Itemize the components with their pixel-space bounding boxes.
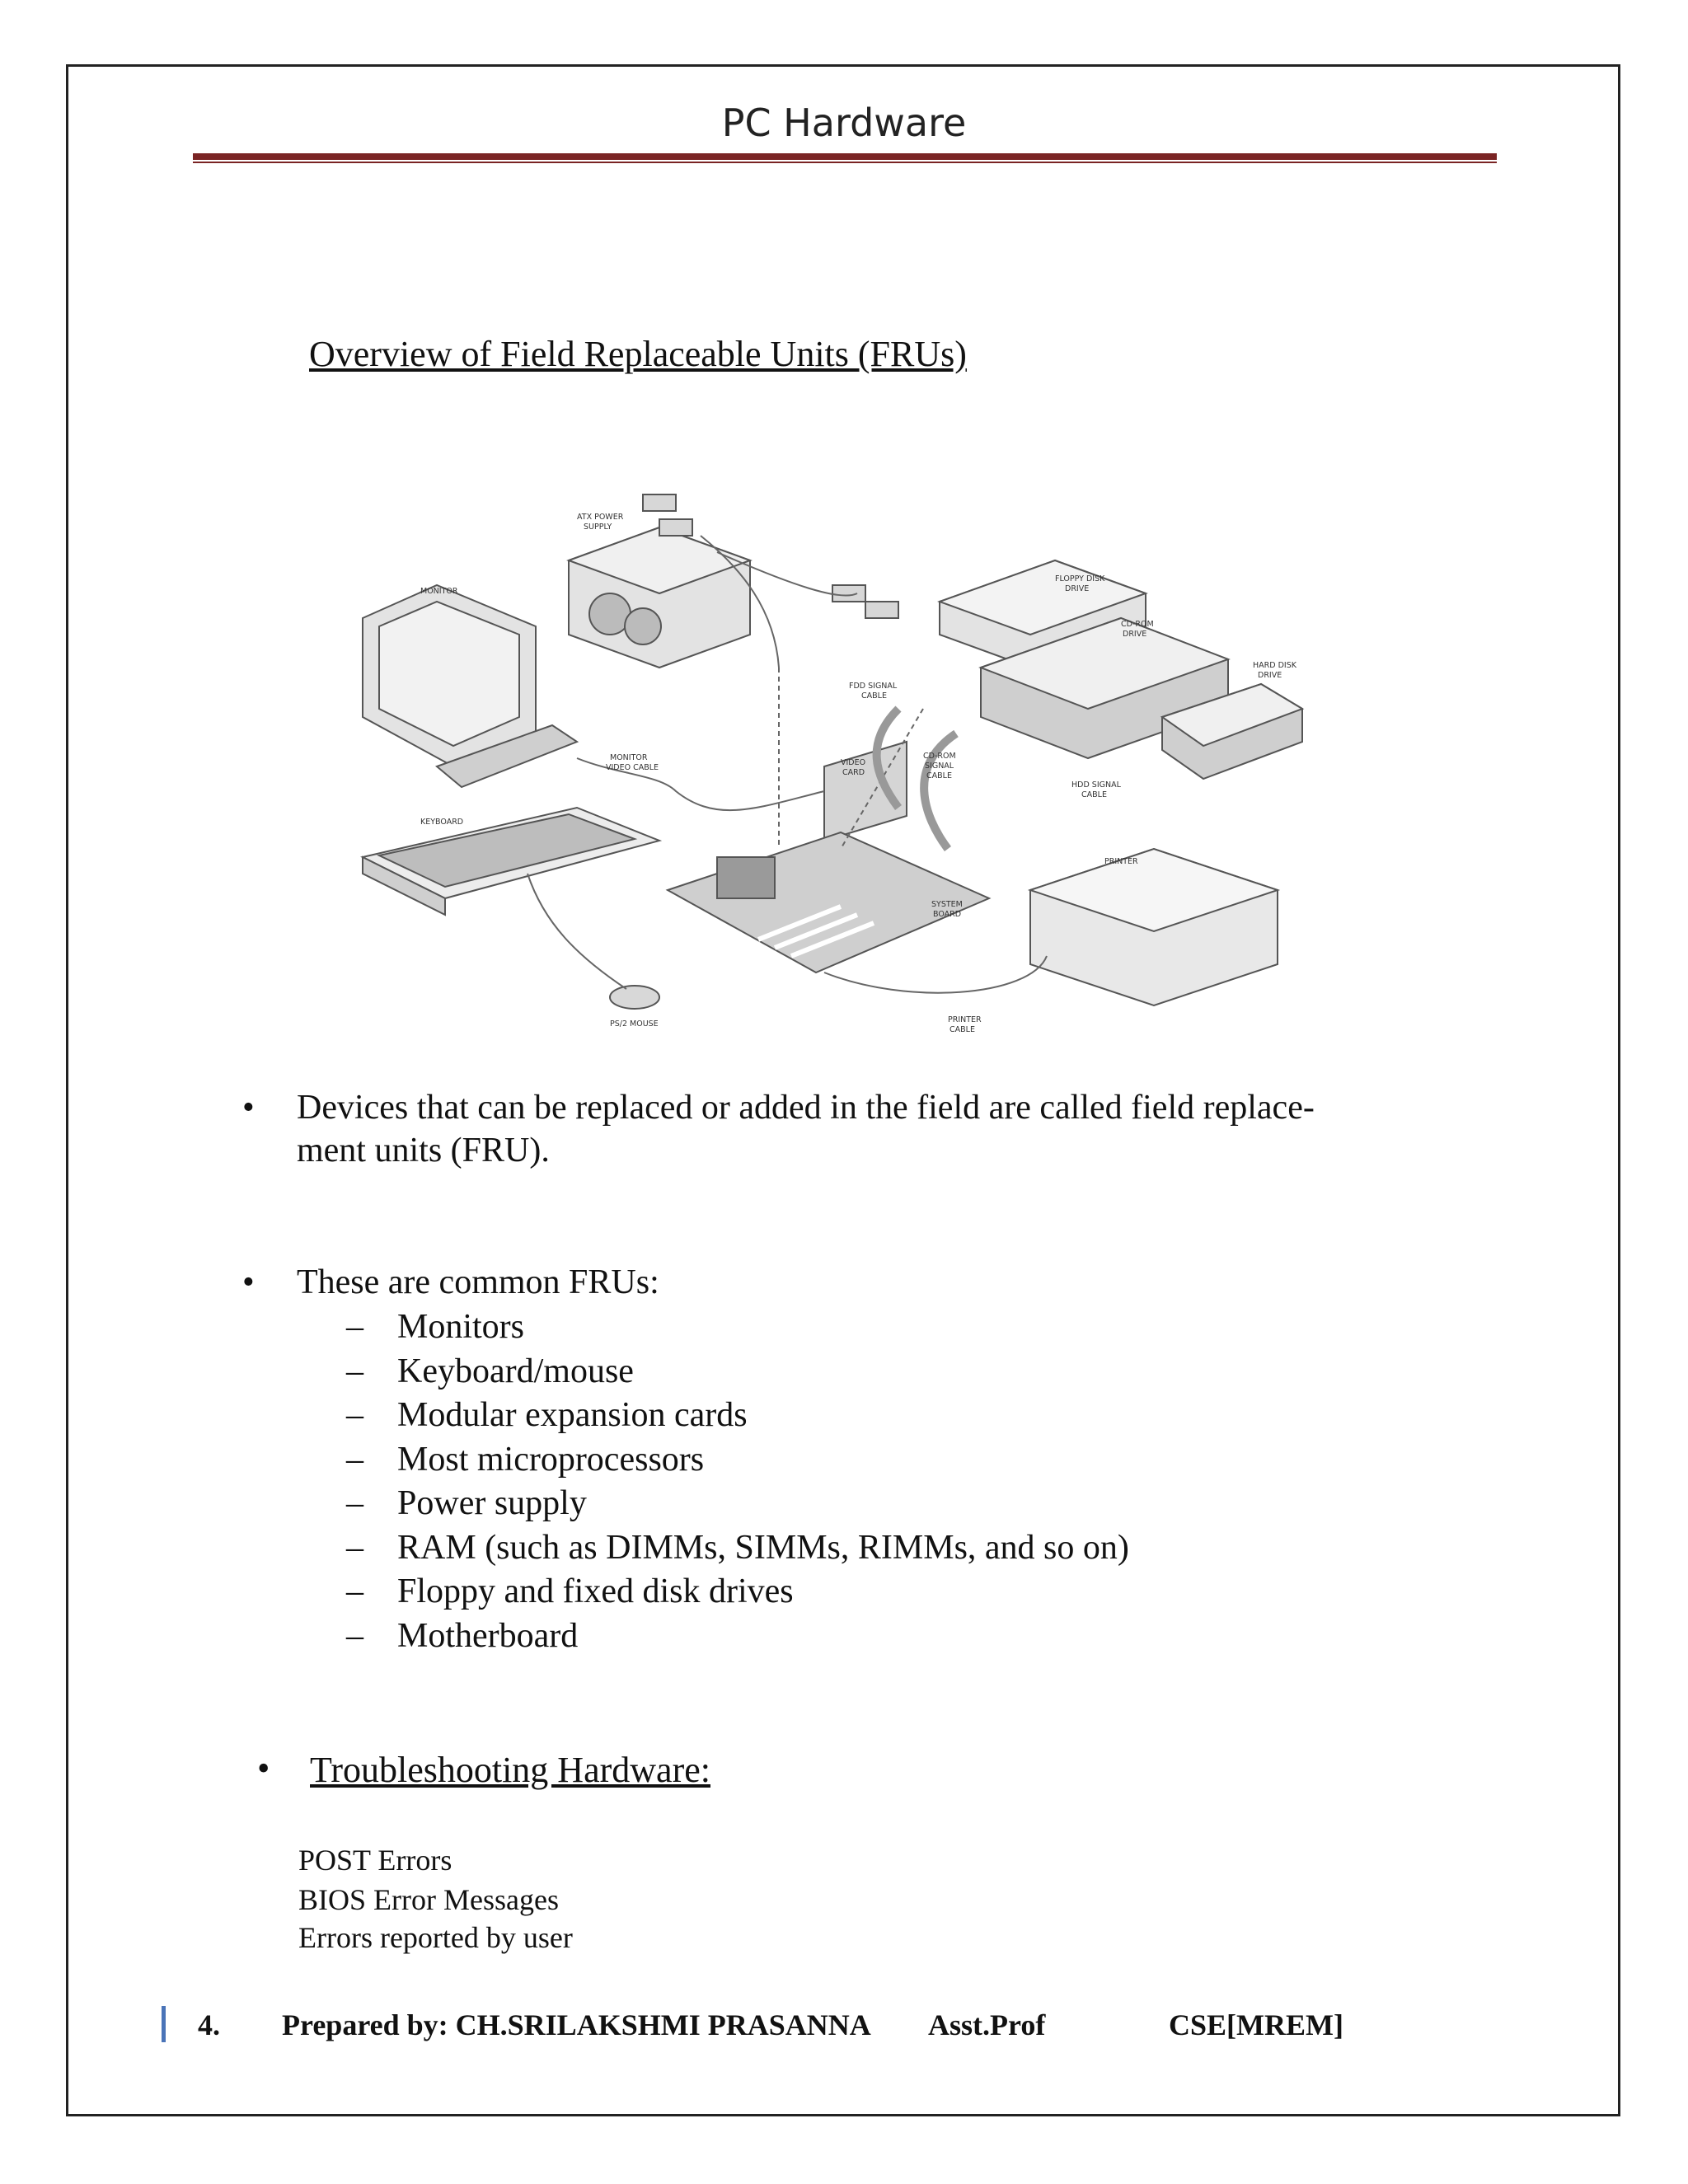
- fru-item-text: Motherboard: [397, 1617, 579, 1655]
- label-keyboard: KEYBOARD: [420, 818, 464, 827]
- dash-glyph: –: [346, 1484, 363, 1522]
- fru-item-text: Monitors: [397, 1308, 525, 1346]
- troubleshooting-item: BIOS Error Messages: [298, 1883, 559, 1916]
- label-atx-power: ATX POWER: [577, 513, 624, 522]
- label-floppy-2: DRIVE: [1065, 584, 1090, 593]
- dash-glyph: –: [346, 1441, 363, 1479]
- label-printer-cable-2: CABLE: [950, 1025, 975, 1034]
- fru-item-text: Floppy and fixed disk drives: [397, 1572, 794, 1610]
- label-hdd-2: DRIVE: [1258, 671, 1282, 680]
- keyboard-illustration: [363, 808, 659, 915]
- bullet-text: These are common FRUs:: [297, 1263, 659, 1301]
- dash-glyph: –: [346, 1352, 363, 1390]
- power-supply-illustration: [569, 527, 750, 668]
- fru-item-text: Keyboard/mouse: [397, 1352, 634, 1390]
- dash-glyph: –: [346, 1572, 363, 1610]
- label-cdrom: CD-ROM: [1121, 620, 1154, 629]
- fru-item-text: Modular expansion cards: [397, 1396, 748, 1434]
- fru-diagram: [330, 462, 1319, 1038]
- fru-item-text: Power supply: [397, 1484, 587, 1522]
- label-hdd-cable-2: CABLE: [1081, 790, 1107, 799]
- printer-illustration: [1030, 849, 1278, 1005]
- bullet-glyph: •: [242, 1263, 255, 1301]
- dash-glyph: –: [346, 1308, 363, 1346]
- troubleshooting-item: POST Errors: [298, 1844, 452, 1877]
- troubleshooting-bullet: •: [257, 1748, 270, 1788]
- bullet-text-line1: Devices that can be replaced or added in the field are called field replace-: [297, 1089, 1315, 1127]
- monitor-illustration: [363, 585, 577, 787]
- label-monitor-cable: MONITOR: [610, 753, 648, 762]
- label-cdrom-cable: CD-ROM: [923, 752, 956, 761]
- label-fdd-cable: FDD SIGNAL: [849, 682, 898, 691]
- label-monitor: MONITOR: [420, 587, 458, 596]
- label-cdrom-2: DRIVE: [1123, 630, 1147, 639]
- label-printer-cable: PRINTER: [948, 1015, 982, 1024]
- label-video-card-2: CARD: [842, 768, 865, 777]
- fru-item-text: RAM (such as DIMMs, SIMMs, RIMMs, and so on): [397, 1529, 1129, 1567]
- fru-item-text: Most microprocessors: [397, 1441, 705, 1479]
- dash-glyph: –: [346, 1617, 363, 1655]
- page-header-title: PC Hardware: [721, 101, 967, 145]
- label-floppy: FLOPPY DISK: [1055, 574, 1105, 583]
- header-rule-thin: [193, 162, 1497, 163]
- label-monitor-cable-2: VIDEO CABLE: [606, 763, 659, 772]
- bullet-glyph: •: [242, 1089, 255, 1127]
- footer-role: Asst.Prof: [928, 2008, 1046, 2041]
- label-fdd-cable-2: CABLE: [861, 691, 887, 701]
- label-hdd-cable: HDD SIGNAL: [1071, 780, 1121, 790]
- label-hdd: HARD DISK: [1253, 661, 1296, 670]
- header-rule: [193, 153, 1497, 160]
- troubleshooting-title: Troubleshooting Hardware:: [310, 1750, 710, 1790]
- bullet-text: [297, 1086, 1688, 1172]
- label-video-card: VIDEO: [841, 758, 866, 767]
- label-cdrom-cable-3: CABLE: [926, 771, 952, 780]
- footer-prepared-by: Prepared by: CH.SRILAKSHMI PRASANNA: [282, 2008, 871, 2041]
- footer-page-number: 4.: [198, 2008, 220, 2041]
- label-atx-power-2: SUPPLY: [584, 523, 612, 532]
- footer-accent-bar: [162, 2006, 166, 2042]
- label-system-board: SYSTEM: [931, 900, 963, 909]
- troubleshooting-item: Errors reported by user: [298, 1921, 573, 1954]
- section-title: Overview of Field Replaceable Units (FRUs): [309, 334, 967, 374]
- label-printer: PRINTER: [1104, 857, 1138, 866]
- dash-glyph: –: [346, 1396, 363, 1434]
- label-ps2-mouse: PS/2 MOUSE: [610, 1019, 659, 1029]
- footer-department: CSE[MREM]: [1169, 2008, 1343, 2041]
- mouse-illustration: [610, 986, 659, 1009]
- label-cdrom-cable-2: SIGNAL: [925, 762, 954, 771]
- bullet-text-line2: ment units (FRU).: [297, 1132, 550, 1169]
- dash-glyph: –: [346, 1529, 363, 1567]
- label-system-board-2: BOARD: [933, 910, 962, 919]
